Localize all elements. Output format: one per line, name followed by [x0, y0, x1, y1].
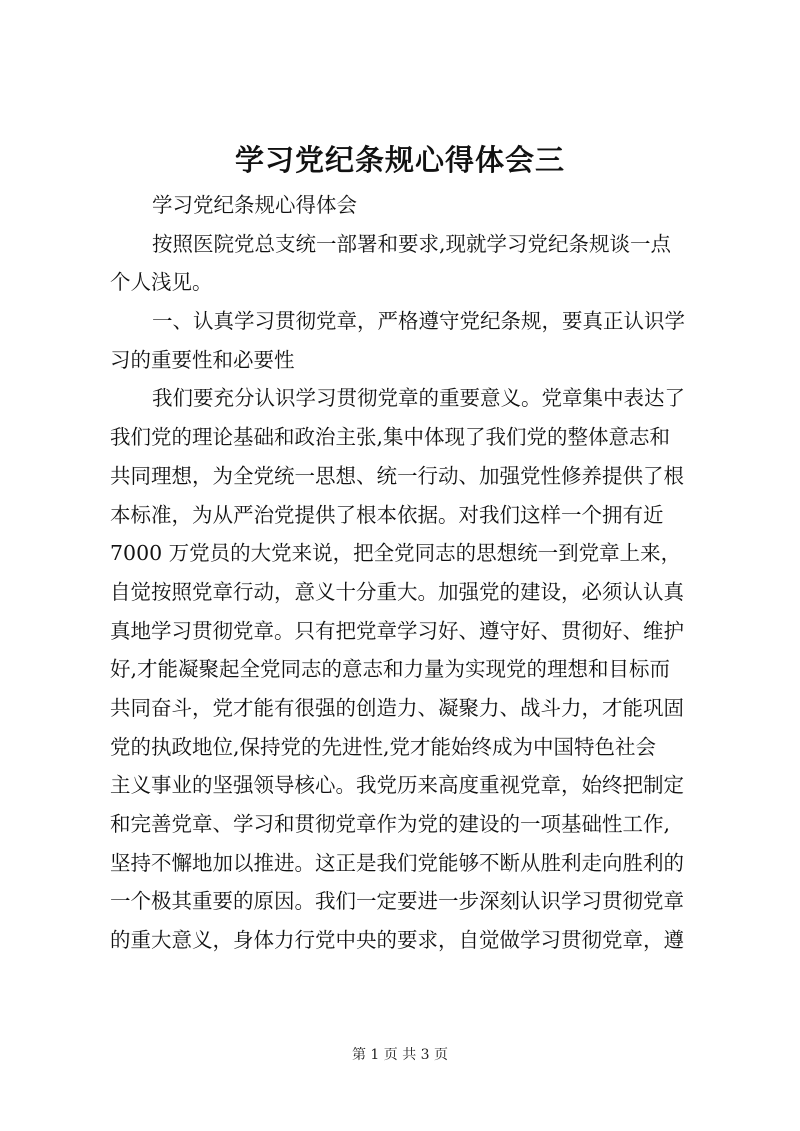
paragraph-line: 7000 万党员的大党来说，把全党同志的思想统一到党章上来，: [110, 541, 682, 566]
page-number-footer: 第 1 页 共 3 页: [351, 1047, 449, 1063]
paragraph-line: 按照医院党总支统一部署和要求,现就学习党纪条规谈一点: [152, 231, 672, 256]
paragraph-line: 我们党的理论基础和政治主张,集中体现了我们党的整体意志和: [110, 425, 671, 450]
paragraph-line: 共同理想，为全党统一思想、统一行动、加强党性修养提供了根: [110, 463, 684, 488]
section-heading-line: 习的重要性和必要性: [110, 347, 295, 372]
paragraph-subtitle: 学习党纪条规心得体会: [152, 193, 357, 217]
paragraph-line: 党的执政地位,保持党的先进性,党才能始终成为中国特色社会: [110, 734, 657, 759]
paragraph-line: 坚持不懈地加以推进。这正是我们党能够不断从胜利走向胜利的: [110, 850, 684, 875]
paragraph-line: 好,才能凝聚起全党同志的意志和力量为实现党的理想和目标而: [110, 657, 671, 682]
paragraph-line: 真地学习贯彻党章。只有把党章学习好、遵守好、贯彻好、维护: [110, 618, 684, 643]
paragraph-line: 个人浅见。: [110, 270, 213, 295]
section-heading-line: 一、认真学习贯彻党章，严格遵守党纪条规，要真正认识学: [152, 309, 685, 334]
paragraph-line: 的重大意义，身体力行党中央的要求，自觉做学习贯彻党章，遵: [110, 928, 684, 953]
paragraph-line: 和完善党章、学习和贯彻党章作为党的建设的一项基础性工作,: [110, 812, 671, 836]
document-body: [110, 186, 710, 960]
paragraph-line: 共同奋斗，党才能有很强的创造力、凝聚力、战斗力，才能巩固: [110, 695, 684, 720]
paragraph-line: 主义事业的坚强领导核心。我党历来高度重视党章，始终把制定: [110, 773, 684, 798]
document-title: 学习党纪条规心得体会三: [234, 143, 565, 177]
paragraph-line: 本标准，为从严治党提供了根本依据。对我们这样一个拥有近: [110, 502, 664, 527]
paragraph-line: 一个极其重要的原因。我们一定要进一步深刻认识学习贯彻党章: [110, 889, 684, 914]
paragraph-line: 自觉按照党章行动，意义十分重大。加强党的建设，必须认认真: [110, 579, 684, 604]
paragraph-line: 我们要充分认识学习贯彻党章的重要意义。党章集中表达了: [152, 386, 685, 411]
